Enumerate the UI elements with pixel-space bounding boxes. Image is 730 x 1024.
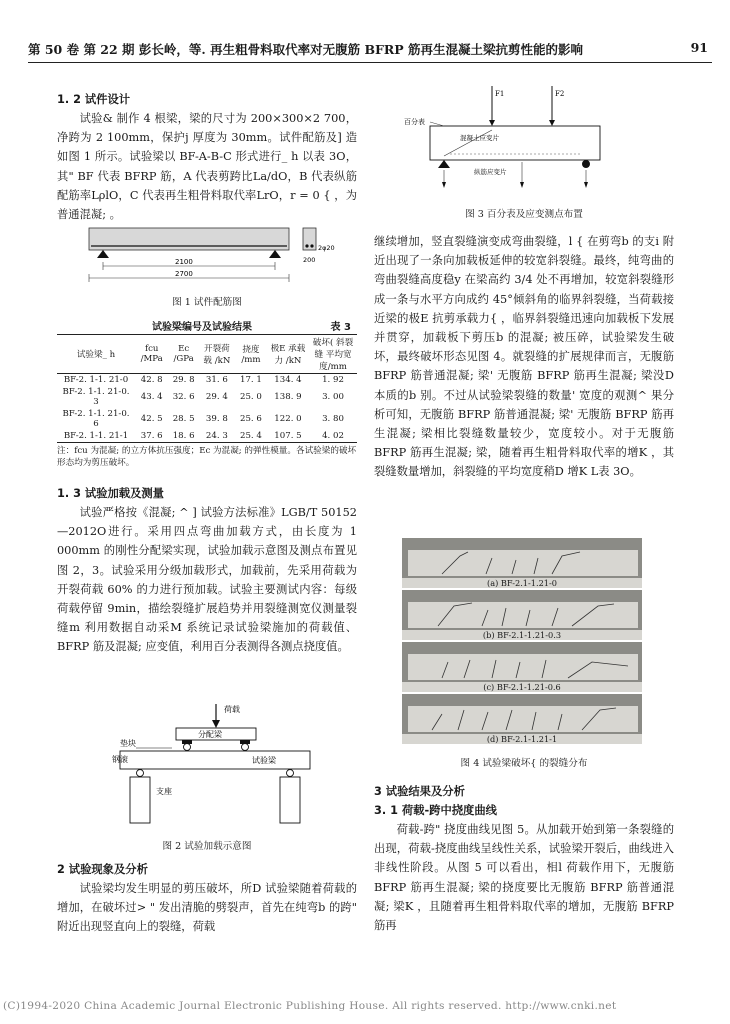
table-3-note: 注：fcu 为混凝; 的立方体抗压强度；Ec 为混凝; 的弹性模量。各试验梁的破坏形态均为剪压破坏。 (57, 446, 357, 468)
right-roller (582, 160, 590, 168)
table-3-label: 表 3 (330, 322, 351, 333)
right-support (269, 250, 281, 258)
section-3 (374, 782, 674, 935)
dim-bars: 2φ20 (318, 244, 335, 252)
label-pad: 垫块 (120, 739, 136, 748)
table-header: fcu /MPa (135, 335, 168, 374)
label-load: 荷载 (224, 705, 240, 714)
beam-elevation (89, 228, 289, 250)
section-heading-1-3: 1. 3 试验加载及测量 (57, 487, 164, 500)
header-rule (28, 62, 712, 63)
copyright-footer: (C)1994-2020 China Academic Journal Electronic Publishing House. All rights reserved. http://www.cnki.net (3, 1000, 617, 1012)
table-3-grid (57, 334, 357, 443)
running-header (28, 40, 708, 58)
beam-section (303, 228, 316, 250)
force-f1-arrow-icon (489, 120, 495, 126)
section-heading-3-1: 3. 1 荷载-跨中挠度曲线 (374, 804, 497, 817)
section-1-3-text: 试验严格按《混凝; ^ ] 试验方法标准》LGB/T 50152—2012O进行。采用四点弯曲加载方式，由长度为 1 000mm 的刚性分配梁实现，试验加载示意图及测点布置见图 2，3。试验采用分级加载形式，加载前，先采用荷载为开裂荷载 60% 的力进行预加载。试验主要测试内容：每级荷载停留 9min，描绘裂缝扩展趋势并用裂缝测宽仪测量裂缝m 利用数据自动采M 系统记录试验梁施加的荷载值、BFRP 筋及混凝; 应变值，利用百分表测得各测点挠度值。 (57, 506, 357, 654)
table-header: 开裂荷载 /kN (199, 335, 235, 374)
figure-4-caption: 图 4 试验梁破坏{ 的裂缝分布 (460, 758, 588, 769)
figure-2-loading-schematic (112, 698, 312, 830)
table-row: BF-2. 1-1. 21-1 37. 6 18. 6 24. 3 25. 4 107. 5 4. 02 (63, 431, 344, 441)
section-1-2 (57, 90, 357, 224)
label-roller: 钢滚 (112, 755, 128, 764)
panel-label-c: (c) BF-2.1-1.21-0.6 (402, 682, 642, 692)
section-heading-1-2: 1. 2 试件设计 (57, 93, 131, 106)
table-header: 试验梁_ h (57, 335, 135, 374)
force-f2-arrow-icon (549, 120, 555, 126)
panel-label-d: (d) BF-2.1-1.21-1 (402, 734, 642, 744)
section-heading-3: 3 试验结果及分析 (374, 785, 465, 798)
table-header: 极E 承载力 /kN (267, 335, 309, 374)
figure-1-caption: 图 1 试件配筋图 (172, 297, 242, 308)
label-support: 支座 (156, 787, 172, 796)
test-beam (120, 751, 310, 769)
label-test-beam: 试验梁 (252, 756, 276, 765)
panel-label-a: (a) BF-2.1-1.21-0 (402, 578, 642, 588)
label-dial-gauge: 百分表 (404, 118, 425, 126)
figure-3-caption: 图 3 百分表及应变测点布置 (465, 209, 583, 220)
left-support (438, 160, 450, 168)
page-number: 91 (690, 40, 708, 55)
dim-width: 200 (303, 256, 316, 264)
table-row: BF-2. 1-1. 21-0. 3 43. 4 32. 6 29. 4 25. 0 138. 9 3. 00 (62, 387, 344, 407)
beam-elevation (430, 126, 600, 160)
table-header: Ec /GPa (168, 335, 198, 374)
left-support-column (130, 777, 150, 823)
table-header: 破坏( 斜裂缝 平均宽度/mm (309, 335, 357, 374)
table-3 (57, 318, 357, 469)
left-support (97, 250, 109, 258)
panel-label-b: (b) BF-2.1-1.21-0.3 (402, 630, 642, 640)
section-1-2-text: 试验& 制作 4 根梁，梁的尺寸为 200×300×2 700，净跨为 2 100mm，保护j 厚度为 30mm。试件配筋及] 造如图 1 所示。试验梁以 BF-A-B-C 形式进行_ h 以表 3O，其" BF 代表 BFRP 筋，A 代表剪跨比La/dO，B 代表纵筋配筋率LρlO，C 代表再生粗骨料取代率LrO，r = 0 { ，为普通混凝; 。 (57, 112, 357, 222)
header-text: 第 50 卷 第 22 期 彭长岭，等. 再生粗骨料取代率对无腹筋 BFRP 筋再生混凝土梁抗剪性能的影响 (28, 42, 584, 57)
section-1-3 (57, 484, 357, 657)
label-f2: F2 (555, 90, 565, 98)
load-arrow-icon (212, 720, 220, 728)
section-2 (57, 860, 357, 937)
label-concrete-gauge: 混凝土应变片 (460, 134, 499, 142)
right-support-column (280, 777, 300, 823)
dim-length: 2700 (175, 270, 193, 278)
figure-2-caption: 图 2 试验加载示意图 (162, 841, 252, 852)
dim-span: 2100 (175, 258, 193, 266)
section-2-continued (374, 232, 674, 482)
label-distribution-beam: 分配梁 (198, 730, 222, 739)
section-3-1-text: 荷载-跨" 挠度曲线见图 5。从加载开始到第一条裂缝的出现，荷载-挠度曲线呈线性关系，试验梁开裂后，曲线进入非线性阶段。从图 5 可以看出，相l 荷载作用下，无腹筋 BFRP 筋再生混凝; 梁的挠度要比无腹筋 BFRP 筋普通混凝; 梁K ，且随着再生粗骨料取代率的增加，无腹筋 BFRP 筋再 (374, 823, 674, 933)
table-row: BF-2. 1-1. 21-0. 6 42. 5 28. 5 39. 8 25. 6 122. 0 3. 80 (62, 409, 344, 429)
label-bar-gauge: 纵筋应变片 (474, 168, 507, 176)
table-row: BF-2. 1-1. 21-0 42. 8 29. 8 31. 6 17. 1 134. 4 1. 92 (63, 375, 344, 385)
label-f1: F1 (495, 90, 505, 98)
section-2-text: 试验梁均发生明显的剪压破坏，所D 试验梁随着荷载的增加，在破坏过> " 发出清脆的劈裂声，首先在纯弯b 的跨" 附近出现竖直向上的裂缝，荷载 (57, 882, 357, 934)
figure-1-beam-reinforcement (75, 226, 347, 288)
section-2-continued-text: 继续增加，竖直裂缝演变成弯曲裂缝，l { 在剪弯b 的支i 附近出现了一条向加载板延伸的较宽斜裂缝。最终，纯弯曲的弯曲裂缝高度稳y 在梁高约 3/4 处不再增加，较宽斜裂缝形成一条与水平方向成约 45°倾斜角的临界斜裂缝，当荷载接近梁的极E 抗剪承载力{ ，临界斜裂缝迅速向加载板下发展并贯穿，加载板下剪压b 的混凝; 被压碎，试验梁发生破坏，最终破坏形态见图 4。就裂缝的扩展规律而言，无腹筋 BFRP 筋普通混凝; 梁' 无腹筋 BFRP 筋再生混凝; 梁没D 本质的b 别。不过从试验梁裂缝的数量' 宽度的观测^ 果分析可知，无腹筋 BFRP 筋普通混凝; 梁' 无腹筋 BFRP 筋再生混凝; 梁相比裂缝数量较少，宽度较小。对于无腹筋 BFRP 筋再生混凝; 梁，随着再生粗骨料取代率的增K ，其裂缝数量增加，斜裂缝的平均宽度稍D 增K L表 3O。 (374, 235, 674, 479)
table-header: 挠度 /mm (235, 335, 267, 374)
figure-4-crack-photos (402, 538, 642, 744)
table-3-title: 试验梁编号及试验结果 (152, 322, 252, 333)
section-heading-2: 2 试验现象及分析 (57, 863, 148, 876)
figure-3-gauge-layout (404, 86, 604, 194)
